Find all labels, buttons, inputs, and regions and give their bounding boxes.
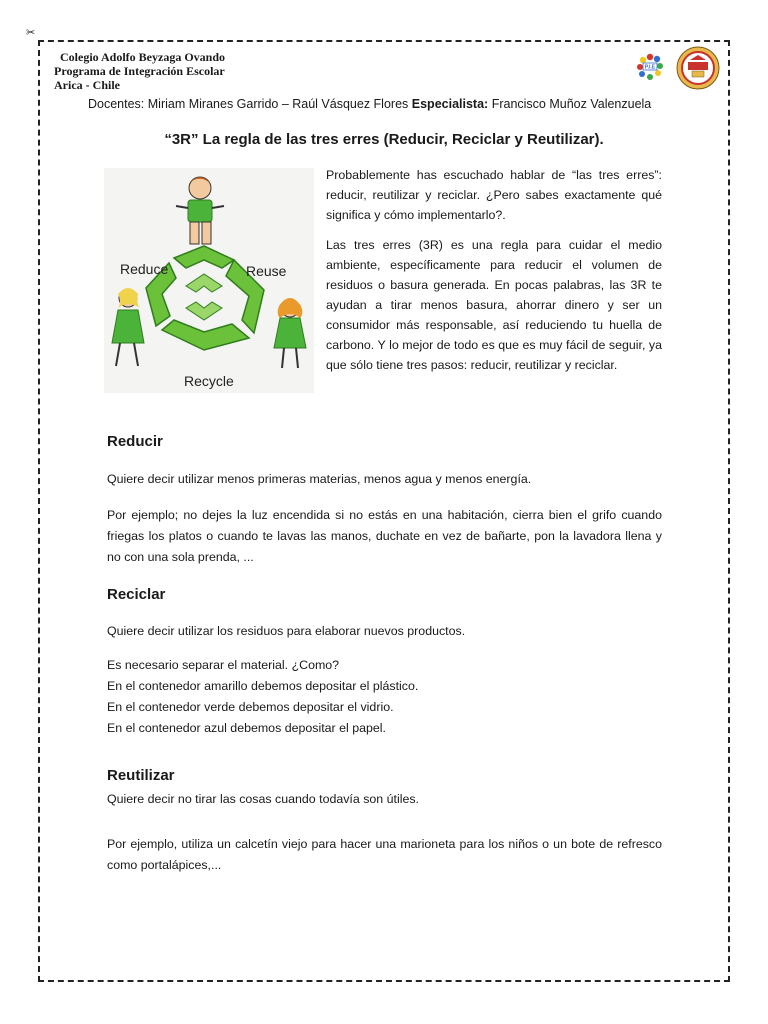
label-recycle: Recycle <box>184 373 234 389</box>
paragraph: Por ejemplo; no dejes la luz encendida si no estás en una habitación, cierra bien el grifo cuando friegas los platos o cuando te lavas las manos, duchate en vez de bañarte, pon la lavadora llena y no con una sola prenda, ... <box>107 508 662 564</box>
list-item: En el contenedor verde debemos depositar el vidrio. <box>107 700 394 714</box>
specialist-label: Especialista: <box>411 97 489 111</box>
reciclar-instructions <box>107 655 662 739</box>
heading-reducir: Reducir <box>107 433 163 450</box>
list-item: En el contenedor amarillo debemos depositar el plástico. <box>107 679 419 693</box>
reducir-definition <box>107 469 662 490</box>
school-header <box>54 50 225 92</box>
logos <box>632 46 728 96</box>
teachers-line <box>88 97 651 111</box>
label-reduce: Reduce <box>120 261 169 277</box>
teachers-names: Miriam Miranes Garrido – Raúl Vásquez Flores <box>147 97 409 111</box>
list-item: En el contenedor azul debemos depositar el papel. <box>107 721 386 735</box>
paragraph: Quiere decir utilizar los residuos para elaborar nuevos productos. <box>107 624 466 638</box>
label-reuse: Reuse <box>246 263 287 279</box>
heading-reciclar: Reciclar <box>107 586 166 603</box>
school-name: Colegio Adolfo Beyzaga Ovando <box>60 50 226 64</box>
paragraph: Quiere decir no tirar las cosas cuando todavía son útiles. <box>107 792 419 806</box>
school-location: Arica - Chile <box>54 78 120 92</box>
pie-logo-icon <box>637 54 663 80</box>
recycle-illustration <box>104 168 314 393</box>
pie-logo-text: P.I.E <box>644 64 656 71</box>
reutilizar-example <box>107 834 662 876</box>
paragraph: Quiere decir utilizar menos primeras materias, menos agua y menos energía. <box>107 472 532 486</box>
teachers-label: Docentes: <box>88 97 145 111</box>
intro-paragraph: Probablemente has escuchado hablar de “las tres erres”: reducir, reutilizar y reciclar. ¿Pero sabes exactamente qué significa y cómo implementarlo?. <box>326 168 662 222</box>
specialist-name: Francisco Muñoz Valenzuela <box>491 97 652 111</box>
program-name: Programa de Integración Escolar <box>54 64 225 78</box>
intro-text <box>326 165 662 385</box>
scissor-icon: ✂ <box>26 27 36 39</box>
paragraph: Por ejemplo, utiliza un calcetín viejo para hacer una marioneta para los niños o un bote de refresco como portalápices,... <box>107 837 662 872</box>
reducir-example <box>107 505 662 568</box>
reciclar-definition <box>107 621 662 642</box>
reutilizar-definition <box>107 789 662 810</box>
school-seal-icon <box>677 47 719 89</box>
list-item: Es necesario separar el material. ¿Como? <box>107 658 340 672</box>
page-title: “3R” La regla de las tres erres (Reducir, Reciclar y Reutilizar). <box>164 131 604 148</box>
intro-paragraph: Las tres erres (3R) es una regla para cuidar el medio ambiente, específicamente para reducir el volumen de residuos o basura generada. En pocas palabras, las 3R te ayudan a tirar menos basura, ahorrar dinero y ser un consumidor más responsable, así reduciendo tu huella de carbono. Y lo mejor de todo es que es muy fácil de seguir, ya que sólo tiene tres pasos: reducir, reutilizar y reciclar. <box>326 238 662 372</box>
heading-reutilizar: Reutilizar <box>107 767 175 784</box>
